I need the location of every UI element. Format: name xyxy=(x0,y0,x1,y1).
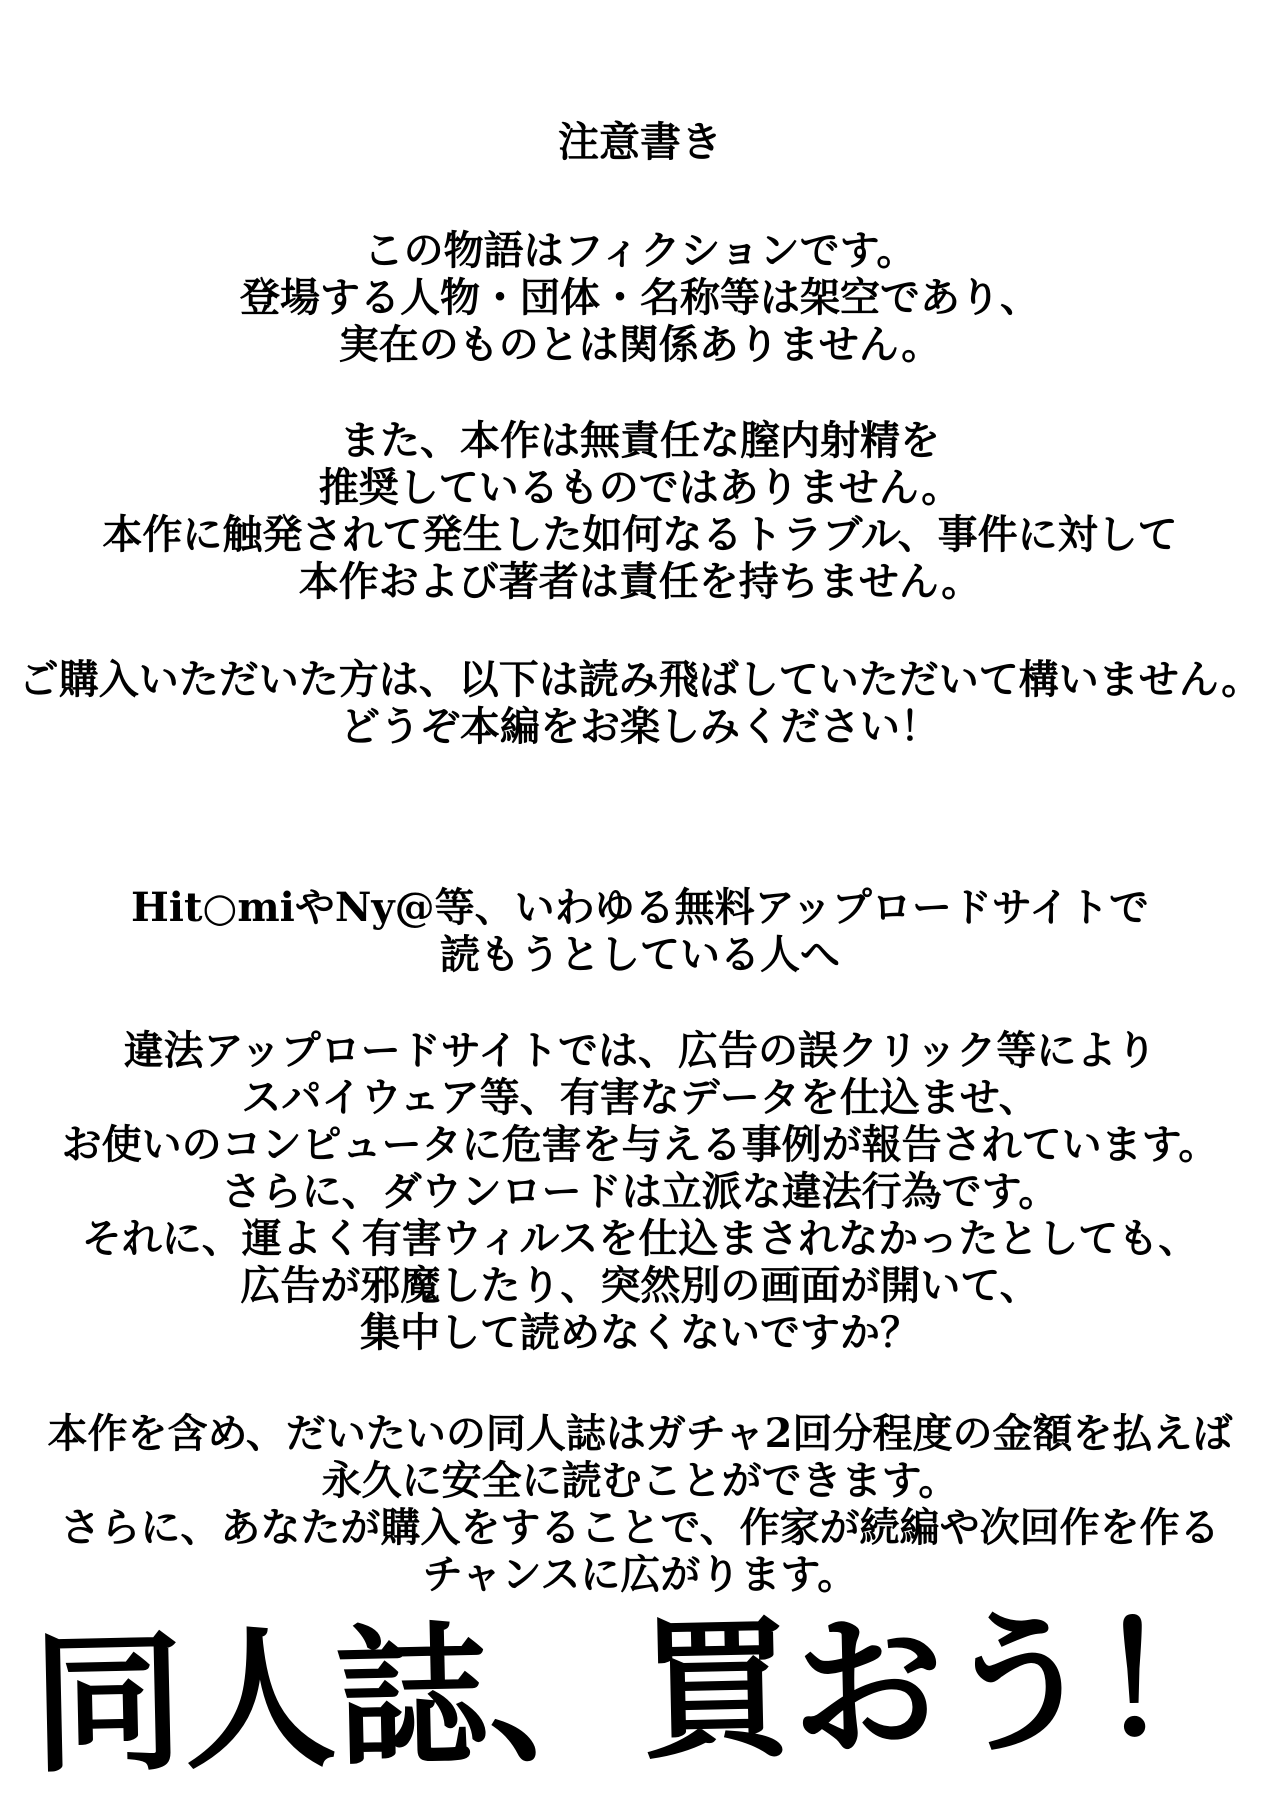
text-line: ご購入いただいた方は、以下は読み飛ばしていただいて構いません。 xyxy=(18,656,1262,703)
text-line: 実在のものとは関係ありません。 xyxy=(338,321,942,368)
paragraph-fiction-disclaimer xyxy=(0,227,1280,368)
text-line: 永久に安全に読むことができます。 xyxy=(321,1457,959,1504)
text-line: スパイウェア等、有害なデータを仕込ませ、 xyxy=(241,1074,1039,1121)
text-line: どうぞ本編をお楽しみください！ xyxy=(340,703,940,750)
text-line: 本作に触発されて発生した如何なるトラブル、事件に対して xyxy=(102,511,1178,558)
text-line: それに、運よく有害ウィルスを仕込まされなかったとしても、 xyxy=(81,1215,1199,1262)
text-line: Hit○miやNy@等、いわゆる無料アップロードサイトで xyxy=(130,884,1150,931)
text-line: 本作および著者は責任を持ちません。 xyxy=(298,558,982,605)
text-line: 集中して読めなくないですか？ xyxy=(360,1309,920,1356)
text-line: さらに、ダウンロードは立派な違法行為です。 xyxy=(221,1168,1059,1215)
text-line: また、本作は無責任な膣内射精を xyxy=(340,417,940,464)
text-line: 推奨しているものではありません。 xyxy=(318,464,962,511)
text-line: 広告が邪魔したり、突然別の画面が開いて、 xyxy=(240,1262,1040,1309)
paragraph-purchase-appeal xyxy=(0,1410,1280,1598)
text-line: チャンスに広がります。 xyxy=(422,1551,858,1598)
text-line: 本作を含め、だいたいの同人誌はガチャ2回分程度の金額を払えば xyxy=(47,1410,1233,1457)
paragraph-liability-disclaimer xyxy=(0,417,1280,605)
paragraph-upload-site-address xyxy=(0,884,1280,978)
page-title: 注意書き xyxy=(558,118,722,166)
paragraph-purchaser-note xyxy=(0,656,1280,750)
text-line: この物語はフィクションです。 xyxy=(363,227,917,274)
text-line: 登場する人物・団体・名称等は架空であり、 xyxy=(240,274,1040,321)
page-title-block xyxy=(0,119,1280,166)
text-line: 違法アップロードサイトでは、広告の誤クリック等により xyxy=(123,1027,1157,1074)
buy-doujinshi-slogan: 同人誌、買おう！ xyxy=(30,1591,1250,1794)
text-line: 読もうとしている人へ xyxy=(440,931,840,978)
text-line: さらに、あなたが購入をすることで、作家が続編や次回作を作る xyxy=(60,1504,1220,1551)
paragraph-piracy-warning xyxy=(0,1027,1280,1356)
text-line: お使いのコンピュータに危害を与える事例が報告されています。 xyxy=(61,1121,1219,1168)
